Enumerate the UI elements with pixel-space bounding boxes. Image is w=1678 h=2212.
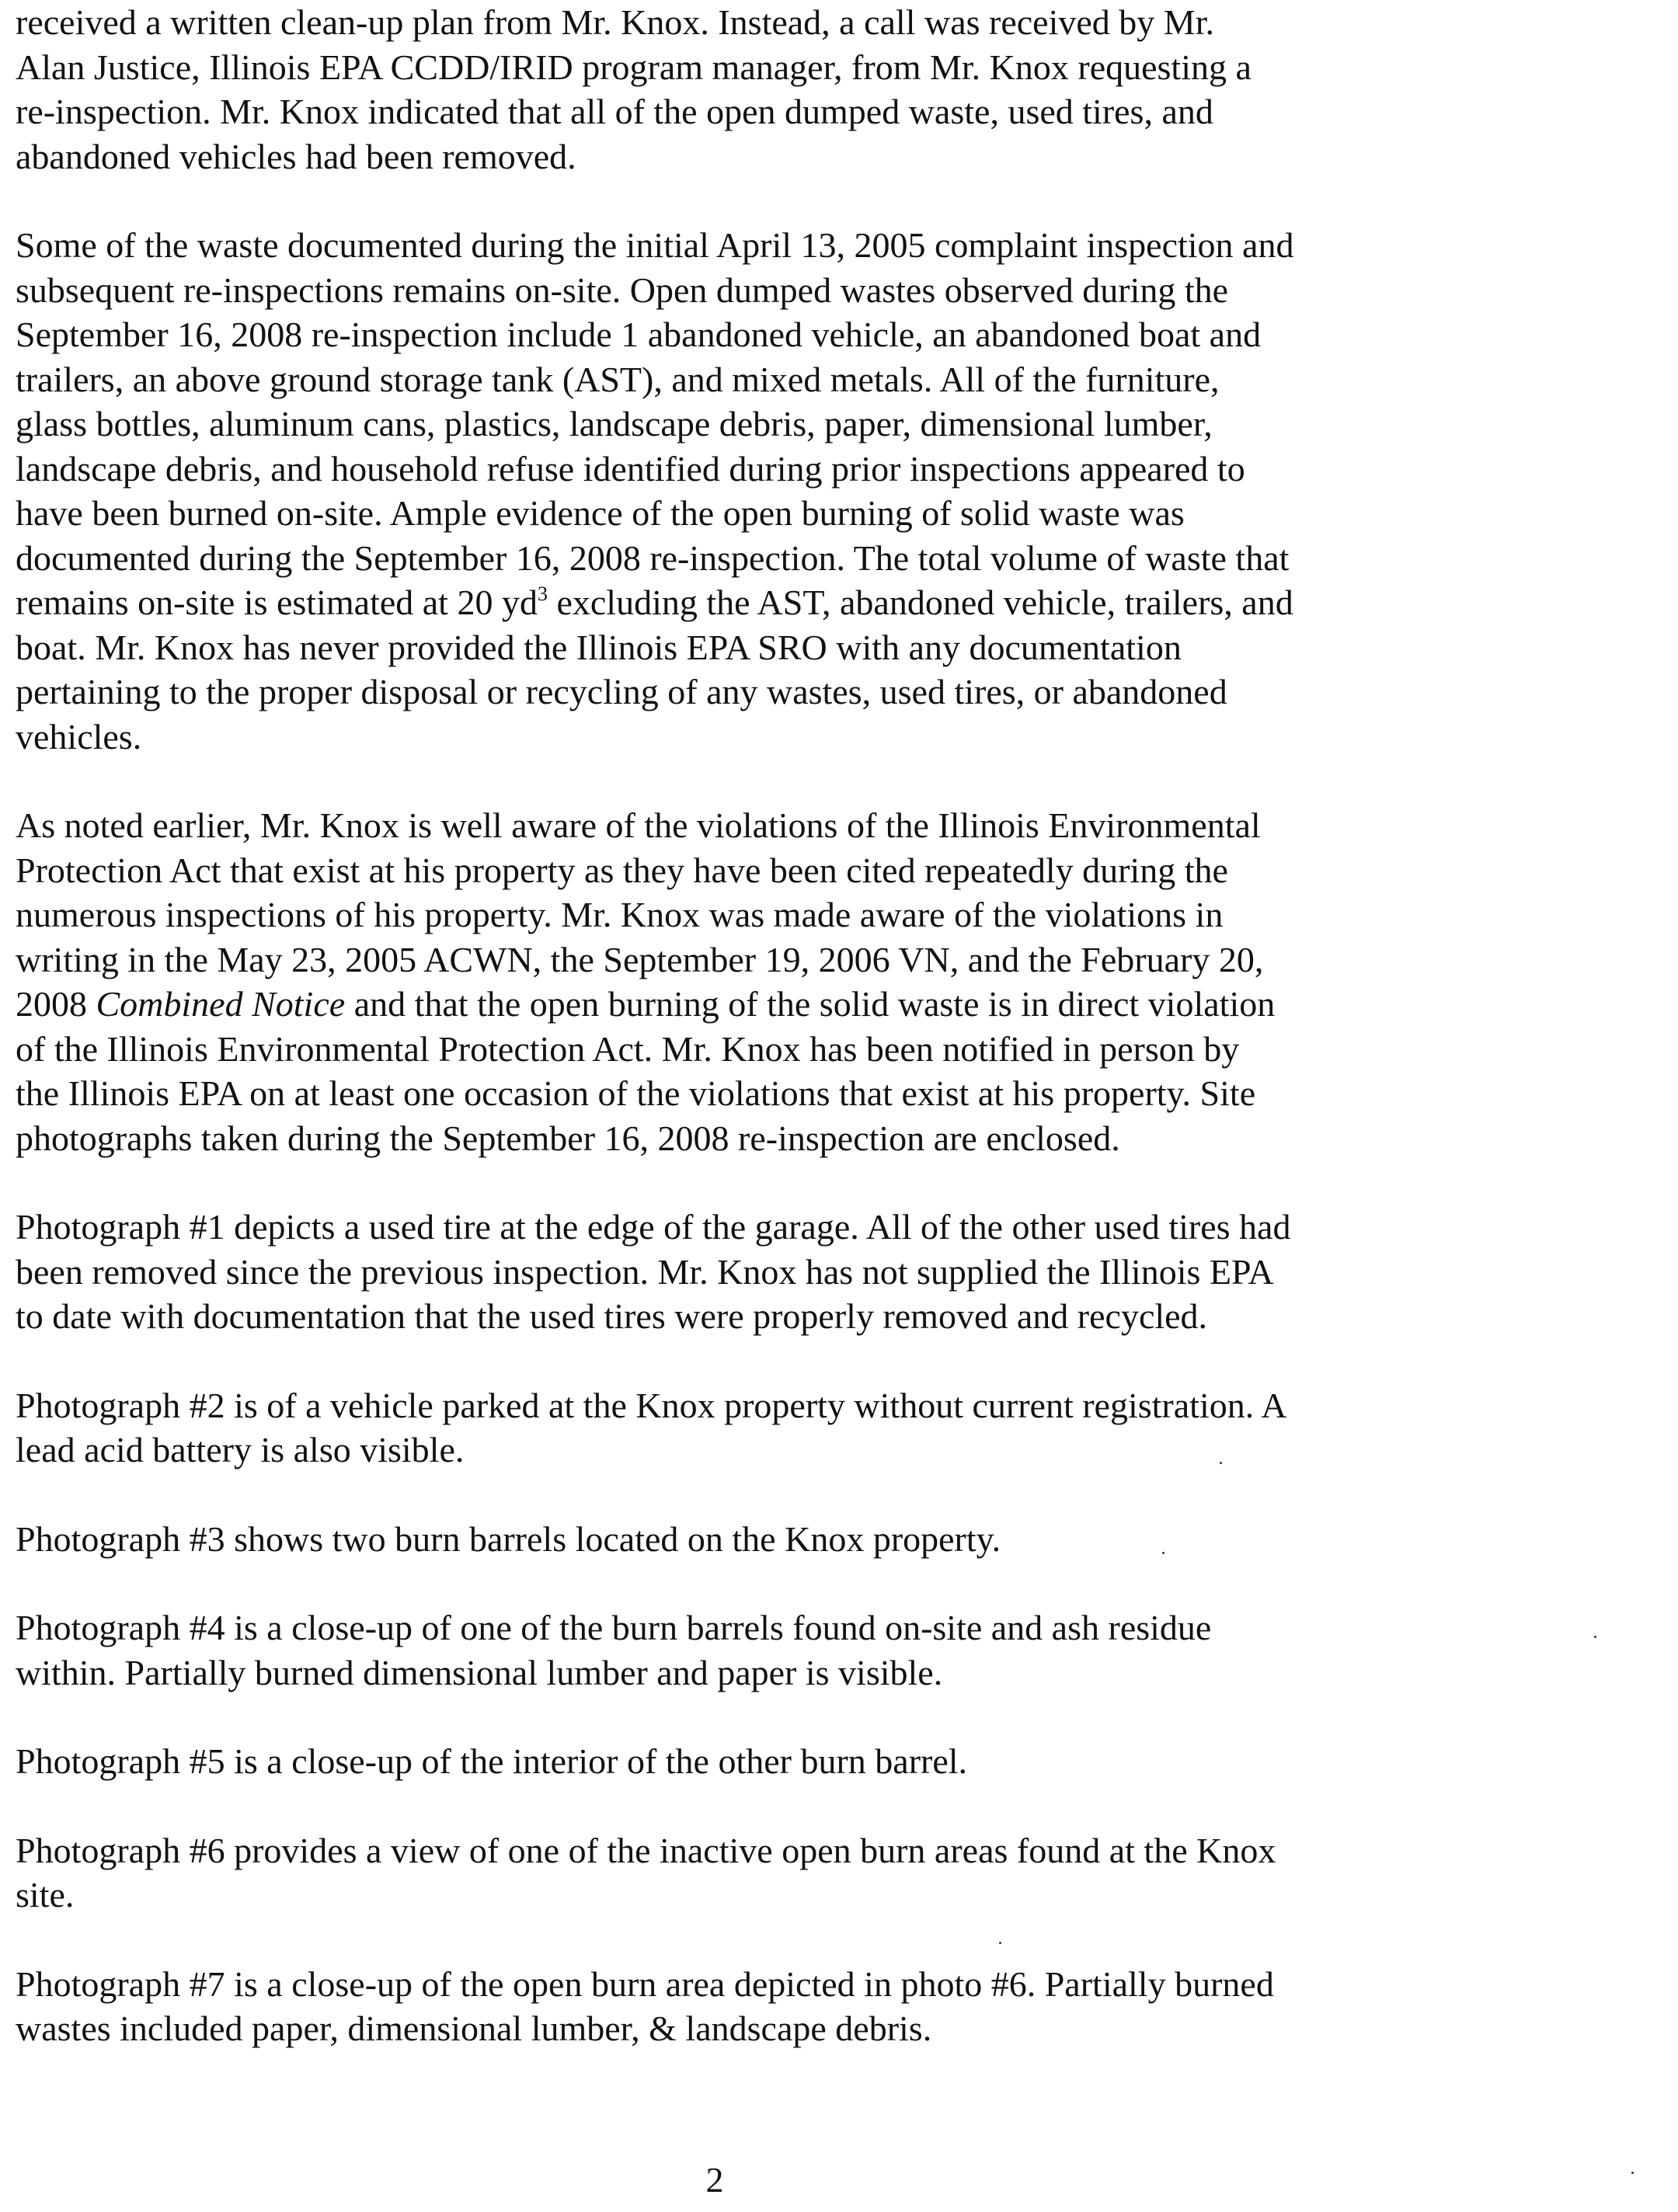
- cubic-superscript: 3: [537, 583, 548, 605]
- scan-speck: [999, 1942, 1001, 1944]
- document-body: [16, 0, 1445, 2095]
- paragraph-remaining-waste-part1: Some of the waste documented during the initial April 13, 2005 complaint inspection and subsequent re-inspections remains on-site. Open dumped wastes observed during the September 16, 2008 re-inspection include 1 abandoned vehicle, an abandoned boat and trailers, an above ground storage tank (AST), and mixed metals. All of the furniture, glass bottles, aluminum cans, plastics, landscape debris, paper, dimensional lumber, landscape debris, and household refuse identified during prior inspections appeared to have been burned on-site. Ample evidence of the open burning of solid waste was documented during the September 16, 2008 re-inspection. The total volume of waste that remains on-site is estimated at 20 yd: [16, 225, 1294, 622]
- combined-notice-title: Combined Notice: [96, 984, 346, 1024]
- paragraph-remaining-waste-part2: excluding the AST, abandoned vehicle, trailers, and boat. Mr. Knox has never provided the Illinois EPA SRO with any documentation pertaining to the proper disposal or recycling of any wastes, used tires, or abandoned vehicles.: [16, 583, 1293, 756]
- paragraph-cleanup-plan: received a written clean-up plan from Mr. Knox. Instead, a call was received by Mr. Alan Justice, Illinois EPA CCDD/IRID program manager, from Mr. Knox requesting a re-inspection. Mr. Knox indicated that all of the open dumped waste, used tires, and abandoned vehicles had been removed.: [16, 2, 1252, 176]
- paragraph-photograph-7: Photograph #7 is a close-up of the open burn area depicted in photo #6. Partially burned wastes included paper, dimensional lumber, & landscape debris.: [16, 1963, 1274, 2048]
- paragraph-photograph-6: Photograph #6 provides a view of one of the inactive open burn areas found at the Knox site.: [16, 1830, 1276, 1915]
- paragraph-violations-part1: As noted earlier, Mr. Knox is well aware of the violations of the Illinois Environmental Protection Act that exist at his property as they have been cited repeatedly during the numerous inspections of his property. Mr. Knox was made aware of the violations in writing in the May 23, 2005 ACWN, the September 19, 2006 VN, and the February 20, 2008: [16, 805, 1264, 1024]
- page-number: 2: [705, 2160, 724, 2200]
- paragraph-remaining-waste: [16, 223, 1445, 759]
- paragraph-violations: [16, 803, 1445, 1160]
- paragraph-photograph-4: Photograph #4 is a close-up of one of the burn barrels found on-site and ash residue within. Partially burned dimensional lumber and paper is visible.: [16, 1608, 1212, 1692]
- paragraph-photograph-2: Photograph #2 is of a vehicle parked at the Knox property without current registration. A lead acid battery is also visible.: [16, 1385, 1287, 1469]
- scan-speck: [1220, 1462, 1222, 1464]
- paragraph-violations-part2: and that the open burning of the solid waste is in direct violation of the Illinois Environmental Protection Act. Mr. Knox has been notified in person by the Illinois EPA on at least one occasion of the violations that exist at his property. Site photographs taken during the September 16, 2008 re-inspection are enclosed.: [16, 984, 1276, 1158]
- paragraph-photograph-3: Photograph #3 shows two burn barrels located on the Knox property.: [16, 1518, 1001, 1559]
- scan-speck: [1594, 1636, 1596, 1638]
- scan-speck: [1631, 2172, 1634, 2174]
- scan-speck: [1162, 1552, 1165, 1554]
- paragraph-photograph-1: Photograph #1 depicts a used tire at the edge of the garage. All of the other used tires had been removed since the previous inspection. Mr. Knox has not supplied the Illinois EPA to date with documentation that the used tires were properly removed and recycled.: [16, 1207, 1291, 1336]
- paragraph-photograph-5: Photograph #5 is a close-up of the interior of the other burn barrel.: [16, 1741, 968, 1781]
